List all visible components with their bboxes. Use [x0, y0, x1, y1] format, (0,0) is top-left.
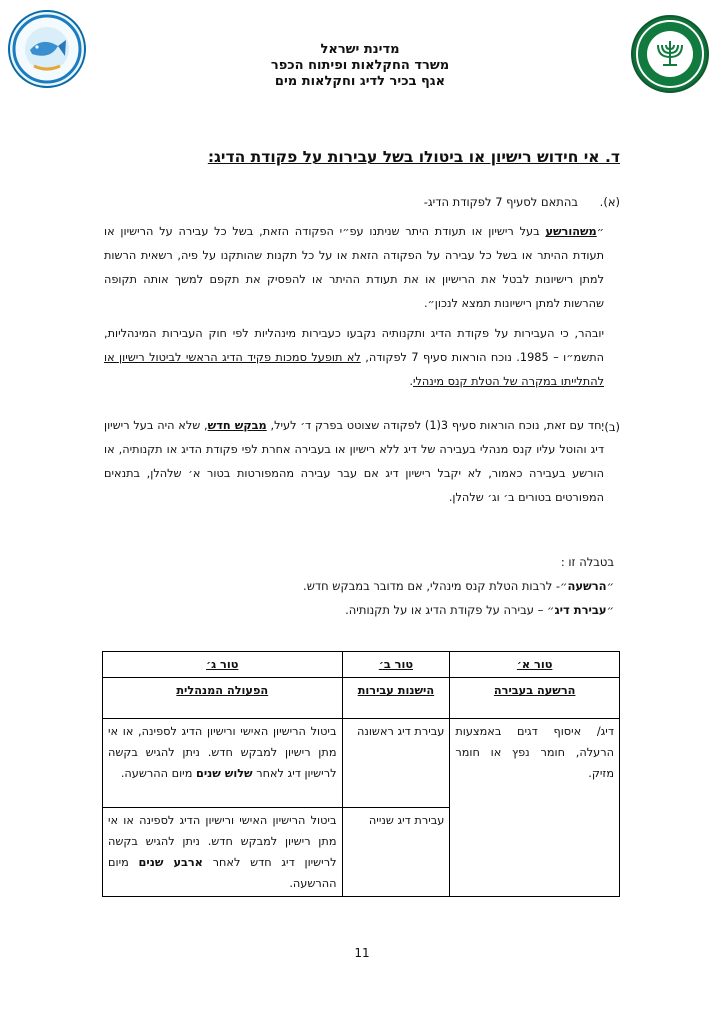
table-subheader-row — [103, 678, 620, 719]
clause-b-text — [104, 414, 604, 510]
clause-a-label: (א). — [599, 195, 620, 209]
action-text: ביטול הרישיון האישי ורישיון הדיג לספינה או אי מתן רישיון למבקש חדש. ניתן להגיש בקשה לרישיון דיג חדש לאחר — [108, 814, 337, 869]
recurrence-cell: עבירת דיג ראשונה — [342, 719, 450, 808]
ministry-emblem-icon — [631, 15, 709, 93]
action-text-end: מיום ההרשעה. — [108, 856, 337, 890]
clause-b-label: (ב). — [600, 420, 620, 434]
clause-a-quote — [104, 220, 604, 316]
quote-bold-term: משהורשע — [545, 225, 597, 238]
column-c-header: טור ג׳ — [103, 652, 343, 678]
document-header — [170, 42, 550, 90]
quote-mark: ״ — [606, 603, 614, 617]
definition-fishing-offense — [114, 598, 614, 622]
table-header-row — [103, 652, 620, 678]
quote-text: בעל רישיון או תעודת היתר שניתנו עפ״י הפקודה הזאת, בשל כל עבירה על הרישיון או תעודת ההיתר או בשל כל עבירה על הפקודה הזאת או על כל תקנות שהותקנו על פיה, רשאית הרשות למתן רישיונות לבטל את הרישיון או את תעודת ההיתר או להפסיק את תקפם למשך אותה תקופה שהרשות למתן רישיונות תמצא לנכון״. — [104, 225, 604, 310]
action-period: ארבע שנים — [138, 856, 203, 869]
definition-term: עבירת דיג — [554, 603, 607, 617]
fisheries-logo-icon — [8, 10, 86, 88]
table-row — [103, 719, 620, 808]
section-title: ד. אי חידוש רישיון או ביטולו בשל עבירות על פקודת הדיג: — [207, 148, 620, 166]
definition-conviction — [114, 574, 614, 598]
definition-term: הרשעה — [567, 579, 607, 593]
table-definitions — [114, 550, 614, 622]
clause-b-part2: , שלא היה בעל רישיון דיג והוטל עליו קנס מנהלי בעבירה של דיג ללא רישיון או בעבירה אחרת לפי פקודת הדיג או תקנותיה, או הורשע בעבירה כאמור, לא יקבל רישיון דיג אם עבר עבירה מהמפורטות בטור א׳ שלהלן, בתנאים המפורטים בטורים ב׳ וג׳ שלהלן. — [104, 419, 604, 504]
action-cell — [103, 808, 343, 897]
header-department: אגף בכיר לדיג וחקלאות מים — [274, 74, 446, 89]
clarification-underlined: לא תופעל סמכות פקיד הדיג הראשי לביטול רישיון או להתלייתו במקרה של הטלת קנס מינהלי — [104, 351, 604, 388]
action-period: שלוש שנים — [195, 767, 253, 780]
action-text-end: מיום ההרשעה. — [120, 767, 196, 780]
column-b-subheader: הישנות עבירות — [342, 678, 450, 719]
table-intro-line: בטבלה זו : — [560, 555, 614, 569]
action-text: ביטול הרישיון האישי ורישיון הדיג לספינה, או אי מתן רישיון למבקש חדש. ניתן להגיש בקשה לרישיון דיג לאחר — [108, 725, 337, 780]
column-c-subheader: הפעולה המנהלית — [103, 678, 343, 719]
action-cell — [103, 719, 343, 808]
page-number: 11 — [354, 946, 370, 960]
quote-mark: ״ — [596, 225, 604, 238]
column-a-header: טור א׳ — [450, 652, 620, 678]
clause-b-part1: יחד עם זאת, נוכח הוראות סעיף 3(1) לפקודה שצוטט בפרק ד׳ לעיל, — [266, 419, 604, 432]
new-applicant-term: מבקש חדש — [207, 419, 267, 432]
column-a-subheader: הרשעה בעבירה — [450, 678, 620, 719]
definition-text: ״ – עבירה על פקודת הדיג או על תקנותיה. — [345, 603, 555, 617]
clarification-text: יובהר, כי העבירות על פקודת הדיג ותקנותיה נקבעו כעבירות מינהליות לפי חוק העבירות המינהליות, התשמ״ו – 1985. נוכח הוראות סעיף 7 לפקודה, — [104, 327, 605, 364]
column-b-header: טור ב׳ — [342, 652, 450, 678]
definition-text: ״- לרבות הטלת קנס מינהלי, אם מדובר במבקש חדש. — [303, 579, 568, 593]
clarification-end: . — [409, 375, 413, 388]
header-ministry: משרד החקלאות ופיתוח הכפר — [270, 58, 450, 73]
offense-cell: דיג/ איסוף דגים באמצעות הרעלה, חומר נפץ או חומר מזיק. — [450, 719, 620, 897]
recurrence-cell: עבירת דיג שנייה — [342, 808, 450, 897]
sanctions-table — [102, 651, 620, 897]
clause-a-clarification — [104, 322, 604, 394]
quote-mark: ״ — [606, 579, 614, 593]
clause-a-intro: בהתאם לסעיף 7 לפקודת הדיג- — [423, 195, 578, 209]
header-state: מדינת ישראל — [320, 42, 400, 57]
